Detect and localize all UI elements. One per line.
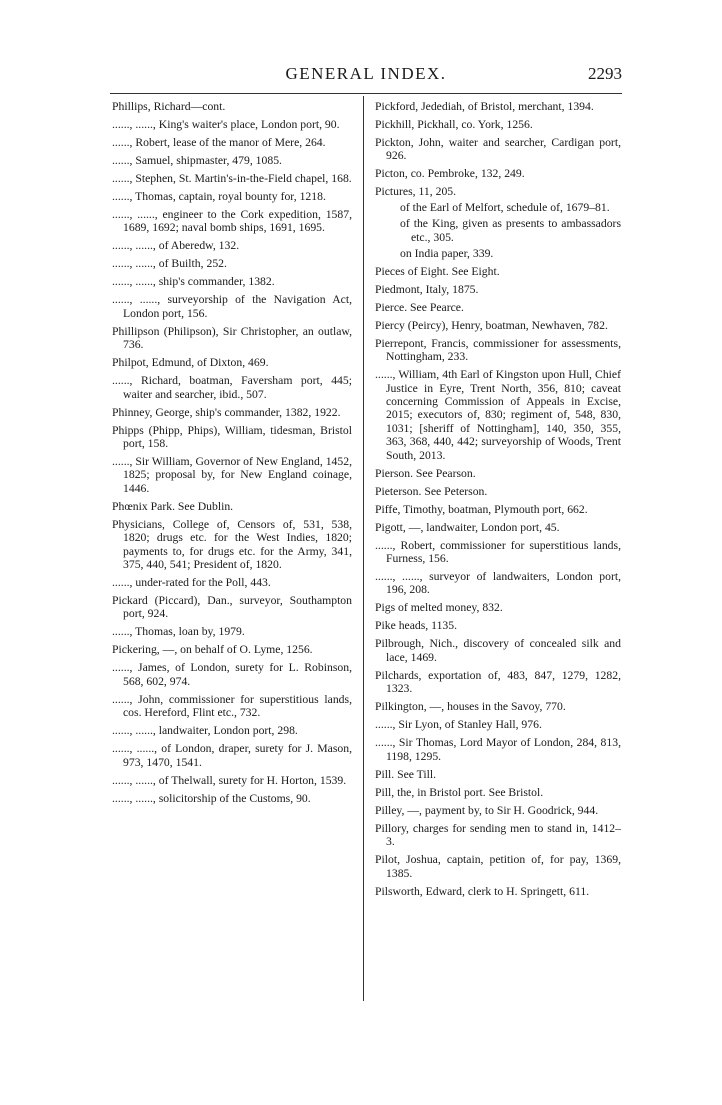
index-entry: Phillipson (Philipson), Sir Christopher, an outlaw, 736. <box>112 324 352 352</box>
index-entry: ......, ......, ship's commander, 1382. <box>112 275 275 289</box>
index-entry: ......, ......, solicitorship of the Customs, 90. <box>112 791 311 805</box>
index-entry: Pill. See Till. <box>375 767 437 781</box>
index-entry: ......, under-rated for the Poll, 443. <box>112 576 271 590</box>
index-entry: ......, Robert, commissioner for superstitious lands, Furness, 156. <box>375 538 621 566</box>
index-entry: ......, Sir William, Governor of New England, 1452, 1825; proposal by, for New England coinage, 1446. <box>112 455 352 495</box>
index-entry: Phipps (Phipp, Phips), William, tidesman, Bristol port, 158. <box>112 423 352 451</box>
index-subentry: of the Earl of Melfort, schedule of, 1679–81. <box>400 201 610 215</box>
index-entry: ......, ......, of Builth, 252. <box>112 257 227 271</box>
index-entry: ......, Richard, boatman, Faversham port, 445; waiter and searcher, ibid., 507. <box>112 374 352 401</box>
index-entry: Pickton, John, waiter and searcher, Cardigan port, 926. <box>375 136 621 163</box>
index-entry: ......, ......, of Thelwall, surety for H. Horton, 1539. <box>112 773 347 787</box>
column-divider <box>363 96 364 1001</box>
index-entry: Phillips, Richard—cont. <box>112 100 226 113</box>
index-entry: Phinney, George, ship's commander, 1382, 1922. <box>112 405 341 419</box>
page-number: 2293 <box>588 64 622 83</box>
index-entry: ......, ......, landwaiter, London port, 298. <box>112 724 298 738</box>
index-entry: ......, ......, King's waiter's place, London port, 90. <box>112 118 340 131</box>
index-entry: Pike heads, 1135. <box>375 619 458 633</box>
index-subentry: of the King, given as presents to ambassadors etc., 305. <box>400 217 621 244</box>
index-entry: Pickering, —, on behalf of O. Lyme, 1256. <box>112 643 313 657</box>
index-entry: ......, James, of London, surety for L. Robinson, 568, 602, 974. <box>112 661 352 688</box>
index-entry: Pilkington, —, houses in the Savoy, 770. <box>375 700 566 714</box>
index-entry: ......, ......, of London, draper, surety for J. Mason, 973, 1470, 1541. <box>112 742 352 769</box>
index-entry: Pickhill, Pickhall, co. York, 1256. <box>375 118 533 131</box>
index-entry: Philpot, Edmund, of Dixton, 469. <box>112 356 269 370</box>
index-entry: Pierce. See Pearce. <box>375 300 464 314</box>
index-entry: Pillory, charges for sending men to stand in, 1412–3. <box>375 821 621 849</box>
running-title: GENERAL INDEX. <box>285 64 447 83</box>
index-entry: ......, Sir Lyon, of Stanley Hall, 976. <box>375 718 542 732</box>
header-rule <box>110 93 622 94</box>
index-entry: ......, Thomas, loan by, 1979. <box>112 625 245 639</box>
index-entry: ......, ......, engineer to the Cork expedition, 1587, 1689, 1692; naval bomb ships, 1691, 1695. <box>112 208 352 235</box>
index-entry: ......, ......, surveyor of landwaiters, London port, 196, 208. <box>375 570 621 597</box>
index-entry: ......, Stephen, St. Martin's-in-the-Field chapel, 168. <box>112 172 352 185</box>
index-entry: Pieterson. See Peterson. <box>375 484 488 498</box>
index-entry: ......, ......, surveyorship of the Navigation Act, London port, 156. <box>112 293 352 320</box>
index-entry: ......, John, commissioner for superstitious lands, cos. Hereford, Flint etc., 732. <box>112 692 352 720</box>
index-entry: Pilbrough, Nich., discovery of concealed silk and lace, 1469. <box>375 637 621 664</box>
index-entry: Picton, co. Pembroke, 132, 249. <box>375 167 525 181</box>
index-entry: ......, ......, of Aberedw, 132. <box>112 239 240 253</box>
index-entry: Piffe, Timothy, boatman, Plymouth port, 662. <box>375 502 588 516</box>
index-entry: Pickford, Jedediah, of Bristol, merchant, 1394. <box>375 100 594 113</box>
index-entry: Pictures, 11, 205. <box>375 185 457 199</box>
index-entry: Pigott, —, landwaiter, London port, 45. <box>375 520 560 534</box>
index-entry: Pickard (Piccard), Dan., surveyor, Southampton port, 924. <box>112 594 352 621</box>
index-entry: Pilchards, exportation of, 483, 847, 1279, 1282, 1323. <box>375 668 621 696</box>
index-entry: ......, Samuel, shipmaster, 479, 1085. <box>112 154 282 167</box>
index-subentry: on India paper, 339. <box>400 246 494 260</box>
index-entry: Physicians, College of, Censors of, 531, 538, 1820; drugs etc. for the West Indies, 1820; payments to, for drugs etc. for the Army, 341, 375, 440, 541; President of, 1820. <box>112 517 352 572</box>
page-header <box>110 64 622 88</box>
index-entry: ......, Robert, lease of the manor of Mere, 264. <box>112 136 326 149</box>
index-entry: Pigs of melted money, 832. <box>375 601 503 615</box>
index-entry: Pilley, —, payment by, to Sir H. Goodrick, 944. <box>375 803 599 817</box>
index-entry: Piercy (Peircy), Henry, boatman, Newhaven, 782. <box>375 318 608 332</box>
index-entry: ......, Thomas, captain, royal bounty for, 1218. <box>112 190 326 203</box>
index-entry: Pierrepont, Francis, commissioner for assessments, Nottingham, 233. <box>375 336 621 364</box>
index-entry: Pierson. See Pearson. <box>375 466 476 480</box>
index-entry: Phœnix Park. See Dublin. <box>112 499 234 513</box>
right-column <box>375 100 621 903</box>
index-entry: Piedmont, Italy, 1875. <box>375 282 479 296</box>
index-entry: ......, William, 4th Earl of Kingston upon Hull, Chief Justice in Eyre, Trent North, 356, 810; caveat concerning Commission of Appeals in Excise, 2015; executors of, 830; regiment of, 548, 830, 1031; [sheriff of Nottingham], 140, 350, 355, 363, 368, 440, 442; surveyorship of Woods, Trent South, 2013. <box>375 368 621 462</box>
index-entry: Pilsworth, Edward, clerk to H. Springett, 611. <box>375 884 590 898</box>
index-entry: Pilot, Joshua, captain, petition of, for pay, 1369, 1385. <box>375 853 621 880</box>
left-column <box>112 100 352 810</box>
index-entry: Pill, the, in Bristol port. See Bristol. <box>375 785 544 799</box>
index-entry: Pieces of Eight. See Eight. <box>375 264 500 278</box>
index-entry: ......, Sir Thomas, Lord Mayor of London, 284, 813, 1198, 1295. <box>375 736 621 763</box>
